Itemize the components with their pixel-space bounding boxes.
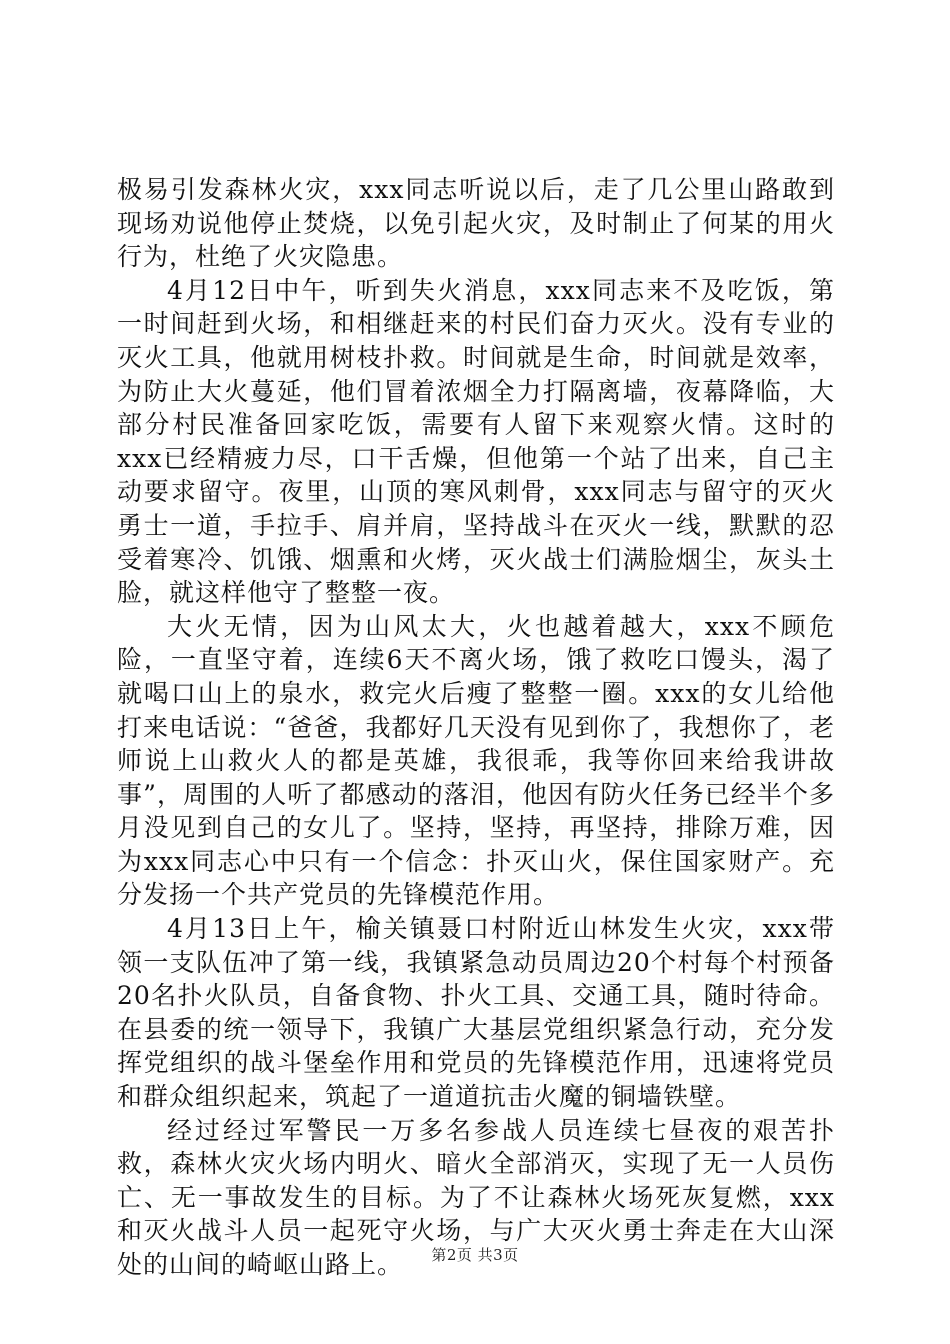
paragraph-5: 经过经过军警民一万多名参战人员连续七昼夜的艰苦扑救，森林火灾火场内明火、暗火全部消灭，实现了无一人员伤亡、无一事故发生的目标。为了不让森林火场死灰复燃，xxx和灭火战斗人员一起死守火场，与广大灭火勇士奔走在大山深处的山间的崎岖山路上。 [117,1115,835,1279]
document-body [117,173,835,1282]
page-footer: 第2页 共3页 [431,1246,519,1264]
paragraph-3: 大火无情，因为山风太大，火也越着越大，xxx不顾危险，一直坚守着，连续6天不离火场，饿了救吃口馒头，渴了就喝口山上的泉水，救完火后瘦了整整一圈。xxx的女儿给他打来电话说：“爸爸，我都好几天没有见到你了，我想你了，老师说上山救火人的都是英雄，我很乖，我等你回来给我讲故事”，周围的人听了都感动的落泪，他因有防火任务已经半个多月没见到自己的女儿了。坚持，坚持，再坚持，排除万难，因为xxx同志心中只有一个信念：扑灭山火，保住国家财产。充分发扬一个共产党员的先锋模范作用。 [117,611,835,910]
paragraph-2: 4月12日中午，听到失火消息，xxx同志来不及吃饭，第一时间赶到火场，和相继赶来的村民们奋力灭火。没有专业的灭火工具，他就用树枝扑救。时间就是生命，时间就是效率，为防止大火蔓延，他们冒着浓烟全力打隔离墙，夜幕降临，大部分村民准备回家吃饭，需要有人留下来观察火情。这时的xxx已经精疲力尽，口干舌燥，但他第一个站了出来，自己主动要求留守。夜里，山顶的寒风刺骨，xxx同志与留守的灭火勇士一道，手拉手、肩并肩，坚持战斗在灭火一线，默默的忍受着寒冷、饥饿、烟熏和火烤，灭火战士们满脸烟尘，灰头土脸，就这样他守了整整一夜。 [117,275,835,608]
paragraph-4: 4月13日上午，榆关镇聂口村附近山林发生火灾，xxx带领一支队伍冲了第一线，我镇紧急动员周边20个村每个村预备20名扑火队员，自备食物、扑火工具、交通工具，随时待命。在县委的统一领导下，我镇广大基层党组织紧急行动，充分发挥党组织的战斗堡垒作用和党员的先锋模范作用，迅速将党员和群众组织起来，筑起了一道道抗击火魔的铜墙铁壁。 [117,914,835,1112]
paragraph-1: 极易引发森林火灾，xxx同志听说以后，走了几公里山路敢到现场劝说他停止焚烧，以免引起火灾，及时制止了何某的用火行为，杜绝了火灾隐患。 [117,175,835,272]
